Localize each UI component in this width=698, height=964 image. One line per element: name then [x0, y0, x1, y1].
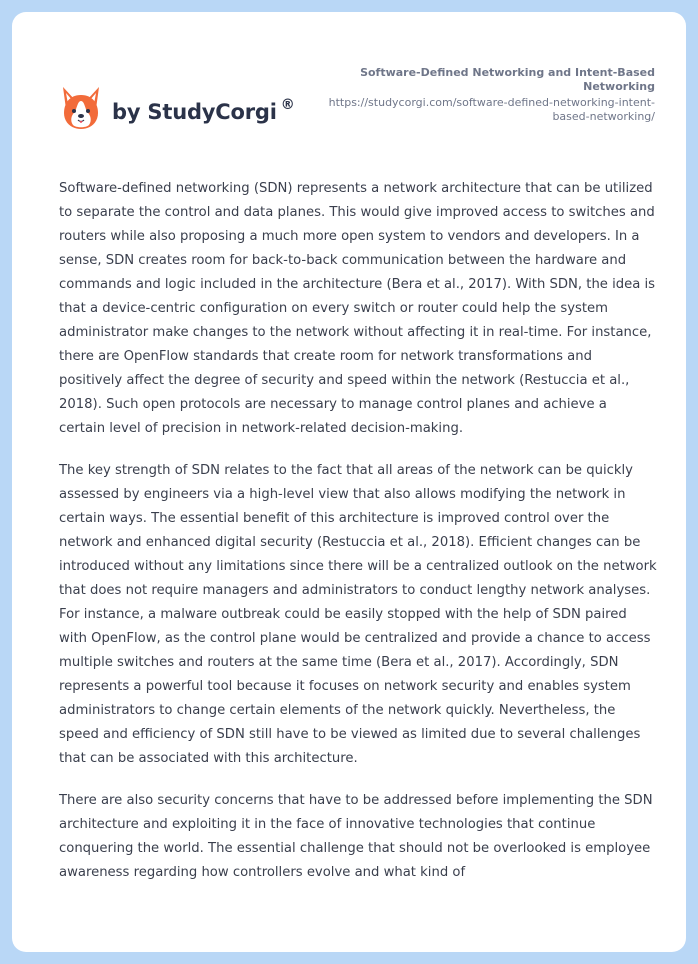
paragraph: Software-defined networking (SDN) represents a network architecture that can be utilized to separate the control and data planes. This would give improved access to switches and routers while also proposing a much more open system to vendors and developers. In a sense, SDN creates room for back-to-back communication between the hardware and commands and logic included in the architecture (Bera et al., 2017). With SDN, the idea is that a device-centric configuration on every switch or router could help the system administrator make changes to the network without affecting it in real-time. For instance, there are OpenFlow standards that create room for network transformations and positively affect the degree of security and speed within the network (Restuccia et al., 2018). Such open protocols are necessary to manage control planes and achieve a certain level of precision in network-related decision-making.	[59, 181, 656, 436]
document-meta	[315, 66, 655, 124]
registered-mark: ®	[280, 96, 295, 113]
paragraph: The key strength of SDN relates to the fact that all areas of the network can be quickly assessed by engineers via a high-level view that also allows modifying the network in certain ways. The essential benefit of this architecture is improved control over the network and enhanced digital security (Restuccia et al., 2018). Efficient changes can be introduced without any limitations since there will be a centralized outlook on the network that does not require managers and administrators to conduct lengthy network analyses. For instance, a malware outbreak could be easily stopped with the help of SDN paired with OpenFlow, as the control plane would be centralized and provide a chance to access multiple switches and routers at the same time (Bera et al., 2017). Accordingly, SDN represents a powerful tool because it focuses on network security and enables system administrators to change certain elements of the network quickly. Nevertheless, the speed and efficiency of SDN still have to be viewed as limited due to several challenges that can be associated with this architecture.	[59, 463, 657, 766]
brand-name: by StudyCorgi ®	[112, 96, 295, 124]
paragraph: There are also security concerns that have to be addressed before implementing the SDN architecture and exploiting it in the face of innovative technologies that continue conquering the world. The essential challenge that should not be overlooked is employee awareness regarding how controllers evolve and what kind of	[59, 793, 653, 880]
studycorgi-logo[interactable]	[60, 76, 295, 140]
document-page	[12, 12, 686, 952]
corgi-logo-icon	[60, 85, 102, 131]
document-title: Software-Defined Networking and Intent-Based Networking	[360, 66, 655, 93]
document-body	[59, 177, 657, 903]
document-url[interactable]: https://studycorgi.com/software-defined-networking-intent-based-networking/	[328, 96, 655, 123]
